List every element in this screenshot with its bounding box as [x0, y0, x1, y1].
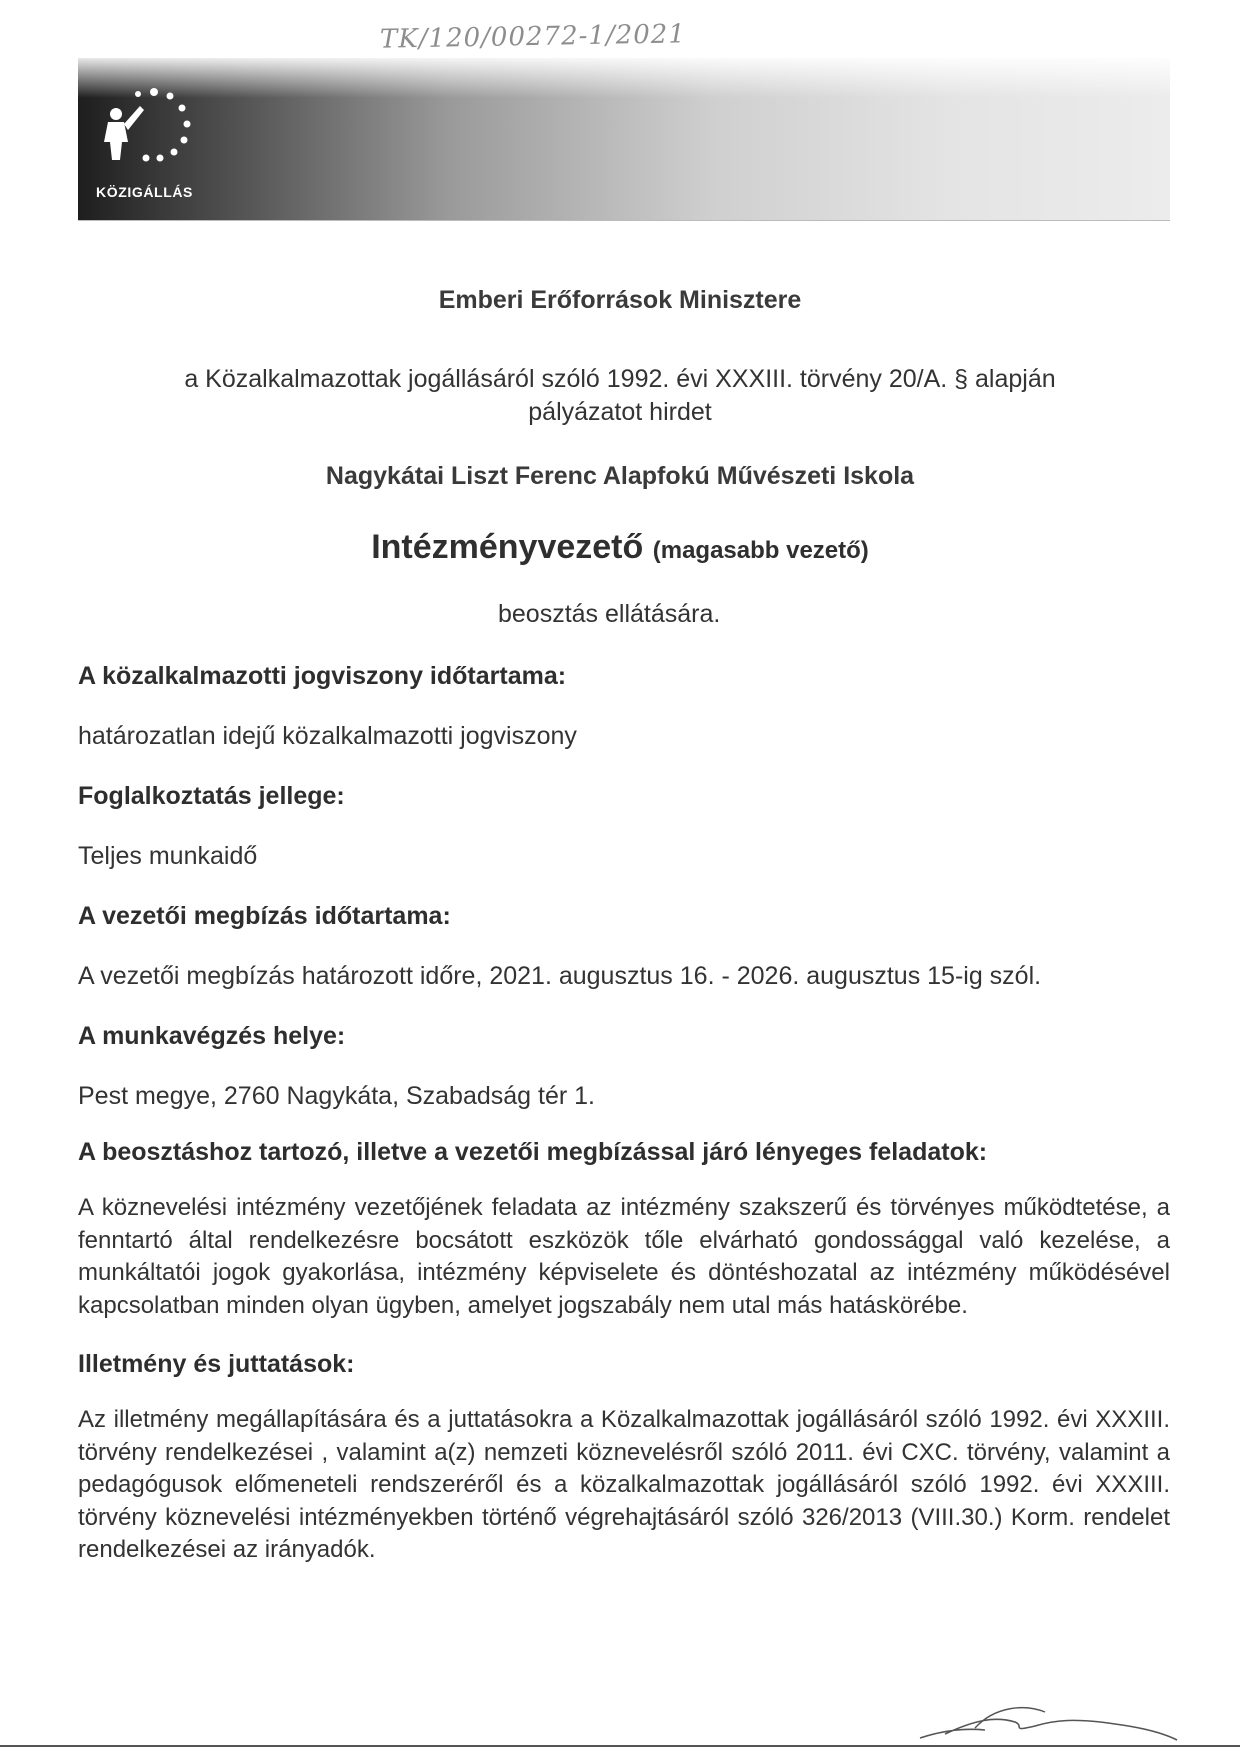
ministry-title: Emberi Erőforrások Minisztere — [438, 286, 802, 314]
section-heading-location: A munkavégzés helye: — [78, 1022, 346, 1050]
section-text-salary: Az illetmény megállapítására és a juttatásokra a Közalkalmazottak jogállásáról szóló 1992. évi XXXIII. törvény rendelkezései , valamint a(z) nemzeti köznevelésről szóló 2011. évi CXC. törvény, valamint a pedagógusok előmeneteli rendszeréről és a közalkalmazottak jogállásáról szóló 1992. évi XXXIII. törvény köznevelési intézményekben történő végrehajtásáról szóló 326/2013 (VIII.30.) Korm. rendelet rendelkezései az irányadók. — [78, 1406, 1170, 1563]
signature-mark — [915, 1700, 1185, 1750]
position-subtitle: (magasabb vezető) — [652, 537, 869, 564]
section-heading-duties: A beosztáshoz tartozó, illetve a vezetői megbízással járó lényeges feladatok: — [78, 1138, 988, 1166]
section-heading-salary: Illetmény és juttatások: — [78, 1350, 355, 1378]
announcement-line: pályázatot hirdet — [528, 398, 712, 426]
assignment-line: beosztás ellátására. — [498, 600, 721, 628]
school-name: Nagykátai Liszt Ferenc Alapfokú Művészeti Iskola — [325, 462, 915, 490]
legal-basis-line: a Közalkalmazottak jogállásáról szóló 1992. évi XXXIII. törvény 20/A. § alapján — [184, 365, 1056, 393]
kozigallas-logo-icon — [94, 78, 214, 188]
logo-text: KÖZIGÁLLÁS — [96, 184, 193, 200]
section-text-employment: Teljes munkaidő — [78, 842, 258, 870]
section-text-duties: A köznevelési intézmény vezetőjének feladata az intézmény szakszerű és törvényes működtetése, a fenntartó által rendelkezésre bocsátott eszközök tőle elvárható gondossággal való kezelése, a munkáltatói jogok gyakorlása, intézmény képviselete és döntéshozatal az intézmény működésével kapcsolatban minden olyan ügyben, amelyet jogszabály nem utal más hatáskörébe. — [78, 1194, 1170, 1319]
section-heading-employment: Foglalkoztatás jellege: — [78, 782, 345, 810]
section-text-duration: határozatlan idejű közalkalmazotti jogviszony — [78, 722, 577, 750]
section-text-mandate: A vezetői megbízás határozott időre, 2021. augusztus 16. - 2026. augusztus 15-ig szól. — [78, 962, 1042, 990]
section-text-location: Pest megye, 2760 Nagykáta, Szabadság tér 1. — [78, 1082, 595, 1110]
page-bottom-rule — [0, 1745, 1240, 1747]
position-name: Intézményvezető — [371, 528, 644, 566]
section-heading-mandate: A vezetői megbízás időtartama: — [78, 902, 451, 930]
job-details — [78, 660, 1170, 1567]
handwritten-reference-number: TK/120/00272-1/2021 — [379, 19, 687, 55]
kozigallas-banner — [78, 58, 1170, 221]
position-title — [0, 528, 1240, 567]
section-heading-duration: A közalkalmazotti jogviszony időtartama: — [78, 662, 567, 690]
